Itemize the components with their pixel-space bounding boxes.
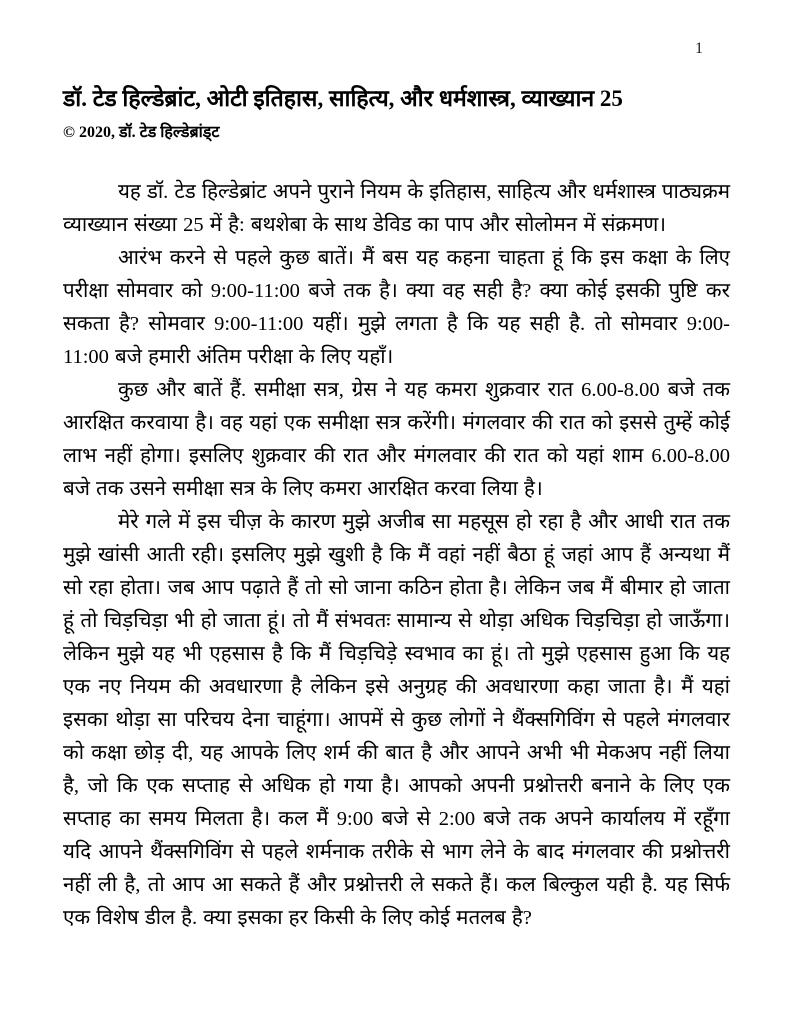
page-number: 1 xyxy=(695,40,703,57)
paragraph-review-session: कुछ और बातें हैं. समीक्षा सत्र, ग्रेस ने यह कमरा शुक्रवार रात 6.00-8.00 बजे तक आरक्षित करवाया है। वह यहां एक समीक्षा सत्र करेंगी। मंगलवार की रात को इससे तुम्हें कोई लाभ नहीं होगा। इसलिए शुक्रवार की रात और मंगलवार की रात को यहां शाम 6.00-8.00 बजे तक उसने समीक्षा सत्र के लिए कमरा आरक्षित करवा लिया है। xyxy=(63,378,730,500)
lecture-transcript-body xyxy=(63,176,730,935)
paragraph-intro: यह डॉ. टेड हिल्डेब्रांट अपने पुराने नियम के इतिहास, साहित्य और धर्मशास्त्र पाठ्यक्रम व्याख्यान संख्या 25 में है: बथशेबा के साथ डेविड का पाप और सोलोमन में संक्रमण। xyxy=(63,180,731,236)
copyright-notice: © 2020, डॉ. टेड हिल्डेब्रांड्ट xyxy=(63,123,220,141)
page-content xyxy=(63,84,730,935)
document-title: डॉ. टेड हिल्डेब्रांट, ओटी इतिहास, साहित्य, और धर्मशास्त्र, व्याख्यान 25 xyxy=(63,86,623,111)
paragraph-exam-schedule: आरंभ करने से पहले कुछ बातें। मैं बस यह कहना चाहता हूं कि इस कक्षा के लिए परीक्षा सोमवार को 9:00-11:00 बजे तक है। क्या वह सही है? क्या कोई इसकी पुष्टि कर सकता है? सोमवार 9:00-11:00 यहीं। मुझे लगता है कि यह सही है. तो सोमवार 9:00-11:00 बजे हमारी अंतिम परीक्षा के लिए यहाँ। xyxy=(63,246,730,368)
paragraph-grace-makeup: मेरे गले में इस चीज़ के कारण मुझे अजीब सा महसूस हो रहा है और आधी रात तक मुझे खांसी आती रही। इसलिए मुझे खुशी है कि मैं वहां नहीं बैठा हूं जहां आप हैं अन्यथा मैं सो रहा होता। जब आप पढ़ाते हैं तो सो जाना कठिन होता है। लेकिन जब मैं बीमार हो जाता हूं तो चिड़चिड़ा भी हो जाता हूं। तो मैं संभवतः सामान्य से थोड़ा अधिक चिड़चिड़ा हो जाऊँगा। लेकिन मुझे यह भी एहसास है कि मैं चिड़चिड़े स्वभाव का हूं। तो मुझे एहसास हुआ कि यह एक नए नियम की अवधारणा है लेकिन इसे अनुग्रह की अवधारणा कहा जाता है। मैं यहां इसका थोड़ा सा परिचय देना चाहूंगा। आपमें से कुछ लोगों ने थैंक्सगिविंग से पहले मंगलवार को कक्षा छोड़ दी, यह आपके लिए शर्म की बात है और आपने अभी भी मेकअप नहीं लिया है, जो कि एक सप्ताह से अधिक हो गया है। आपको अपनी प्रश्नोत्तरी बनाने के लिए एक सप्ताह का समय मिलता है। कल मैं 9:00 बजे से 2:00 बजे तक अपने कार्यालय में रहूँगा यदि आपने थैंक्सगिविंग से पहले शर्मनाक तरीके से भाग लेने के बाद मंगलवार की प्रश्नोत्तरी नहीं ली है, तो आप आ सकते हैं और प्रश्नोत्तरी ले सकते हैं। कल बिल्कुल यही है. यह सिर्फ एक विशेष डील है. क्या इसका हर किसी के लिए कोई मतलब है? xyxy=(63,510,730,929)
